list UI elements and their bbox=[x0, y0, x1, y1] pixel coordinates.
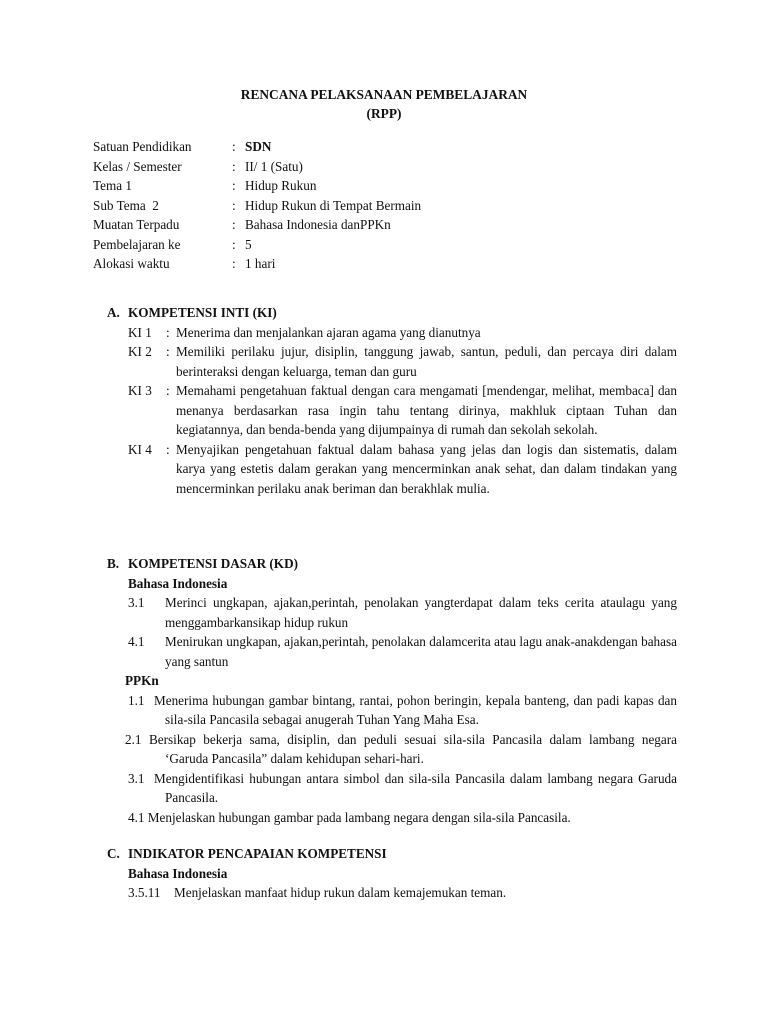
identity-row bbox=[93, 176, 421, 196]
section-heading bbox=[107, 554, 677, 574]
identity-label: Sub Tema 2 bbox=[93, 197, 159, 213]
kd-number: 2.1 bbox=[125, 731, 142, 747]
identity-colon: : bbox=[232, 197, 236, 213]
ki-label: KI 3 bbox=[128, 383, 152, 398]
kd-text: Menjelaskan hubungan gambar pada lambang negara dengan sila-sila Pancasila. bbox=[147, 809, 571, 825]
section-heading-text: KOMPETENSI INTI (KI) bbox=[128, 305, 277, 320]
identity-row bbox=[93, 137, 421, 157]
ki-colon: : bbox=[166, 344, 170, 359]
identity-value: 1 hari bbox=[245, 256, 276, 271]
section-kompetensi-dasar bbox=[107, 554, 677, 827]
kd-text: Mengidentifikasi hubungan antara simbol dan sila-sila Pancasila dalam lambang negara Garuda Pancasila. bbox=[154, 770, 677, 805]
identity-colon: : bbox=[232, 158, 236, 174]
ki-label: KI 2 bbox=[128, 344, 152, 359]
identity-value: Bahasa Indonesia danPPKn bbox=[245, 217, 391, 232]
ki-text: Menerima dan menjalankan ajaran agama yang dianutnya bbox=[176, 324, 481, 340]
identity-label: Pembelajaran ke bbox=[93, 236, 181, 252]
identity-label: Muatan Terpadu bbox=[93, 217, 180, 232]
kd-number: 3.1 bbox=[128, 595, 145, 610]
identity-label: Alokasi waktu bbox=[93, 256, 170, 271]
identity-row bbox=[93, 254, 421, 274]
section-kompetensi-inti bbox=[107, 303, 677, 498]
ki-text: Memiliki perilaku jujur, disiplin, tanggung jawab, santun, peduli, dan percaya diri dalam berinteraksi dengan keluarga, teman dan guru bbox=[176, 344, 677, 379]
kd-text: Menerima hubungan gambar bintang, rantai, pohon beringin, kepala banteng, dan padi kapas dan sila-sila Pancasila sebagai anugerah Tuhan Yang Maha Esa. bbox=[154, 692, 677, 727]
ki-item bbox=[128, 342, 677, 381]
section-heading-text: INDIKATOR PENCAPAIAN KOMPETENSI bbox=[128, 846, 387, 861]
indicator-item bbox=[128, 883, 677, 903]
kd-text: Bersikap bekerja sama, disiplin, dan peduli sesuai sila-sila Pancasila dalam lambang negara ‘Garuda Pancasila” dalam kehidupan sehari-hari. bbox=[149, 731, 677, 766]
subject-title: Bahasa Indonesia bbox=[128, 575, 228, 591]
identity-label: Kelas / Semester bbox=[93, 158, 182, 174]
identity-colon: : bbox=[232, 256, 236, 271]
indicator-number: 3.5.11 bbox=[128, 885, 161, 900]
kd-item bbox=[125, 730, 677, 769]
kd-item bbox=[128, 691, 677, 730]
section-letter: B. bbox=[107, 556, 120, 571]
identity-row bbox=[93, 157, 421, 177]
identity-value: 5 bbox=[245, 236, 252, 252]
ki-item bbox=[128, 323, 677, 343]
kd-text: Merinci ungkapan, ajakan,perintah, penolakan yangterdapat dalam teks cerita ataulagu yang menggambarkansikap hidup rukun bbox=[165, 595, 677, 630]
document-subtitle: (RPP) bbox=[366, 106, 402, 121]
identity-row bbox=[93, 215, 421, 235]
identity-colon: : bbox=[232, 236, 236, 252]
identity-value: Hidup Rukun di Tempat Bermain bbox=[245, 197, 422, 213]
identity-table bbox=[93, 137, 421, 274]
section-heading bbox=[107, 844, 677, 864]
section-letter: C. bbox=[107, 846, 120, 861]
identity-label: Tema 1 bbox=[93, 178, 132, 193]
identity-colon: : bbox=[232, 178, 236, 193]
subject-title: Bahasa Indonesia bbox=[128, 865, 228, 881]
identity-value: Hidup Rukun bbox=[245, 178, 317, 193]
identity-colon: : bbox=[232, 139, 236, 154]
kd-item bbox=[128, 632, 677, 671]
kd-item bbox=[128, 808, 677, 828]
ki-colon: : bbox=[166, 324, 170, 340]
ki-item bbox=[128, 381, 677, 440]
kd-number: 4.1 bbox=[128, 809, 145, 825]
ki-colon: : bbox=[166, 441, 170, 457]
identity-row bbox=[93, 235, 421, 255]
section-heading bbox=[107, 303, 677, 323]
identity-value: II/ 1 (Satu) bbox=[245, 158, 303, 174]
kd-item bbox=[128, 769, 677, 808]
identity-label: Satuan Pendidikan bbox=[93, 139, 192, 154]
kd-item bbox=[128, 593, 677, 632]
identity-value: SDN bbox=[245, 139, 272, 154]
ki-colon: : bbox=[166, 383, 170, 398]
ki-text: Memahami pengetahuan faktual dengan cara mengamati [mendengar, melihat, membaca] dan menanya berdasarkan rasa ingin tahu tentang dirinya, makhluk ciptaan Tuhan dan kegiatannya, dan benda-benda yang dijumpainya di rumah dan sekolah sekolah. bbox=[176, 383, 677, 437]
subject-title: PPKn bbox=[125, 673, 159, 688]
indicator-text: Menjelaskan manfaat hidup rukun dalam kemajemukan teman. bbox=[174, 885, 507, 900]
identity-row bbox=[93, 196, 421, 216]
section-indikator bbox=[107, 844, 677, 903]
kd-number: 3.1 bbox=[128, 770, 145, 786]
ki-label: KI 1 bbox=[128, 324, 152, 340]
kd-number: 1.1 bbox=[128, 692, 145, 708]
section-heading-text: KOMPETENSI DASAR (KD) bbox=[128, 556, 298, 571]
section-letter: A. bbox=[107, 305, 120, 320]
document-title: RENCANA PELAKSANAAN PEMBELAJARAN bbox=[240, 87, 528, 102]
kd-number: 4.1 bbox=[128, 634, 145, 649]
kd-text: Menirukan ungkapan, ajakan,perintah, penolakan dalamcerita atau lagu anak-anakdengan bahasa yang santun bbox=[165, 634, 677, 669]
ki-text: Menyajikan pengetahuan faktual dalam bahasa yang jelas dan logis dan sistematis, dalam karya yang estetis dalam gerakan yang mencerminkan anak sehat, dan dalam tindakan yang mencerminkan perilaku anak beriman dan berakhlak mulia. bbox=[176, 441, 677, 496]
ki-item bbox=[128, 440, 677, 499]
identity-colon: : bbox=[232, 217, 236, 232]
ki-label: KI 4 bbox=[128, 441, 152, 457]
